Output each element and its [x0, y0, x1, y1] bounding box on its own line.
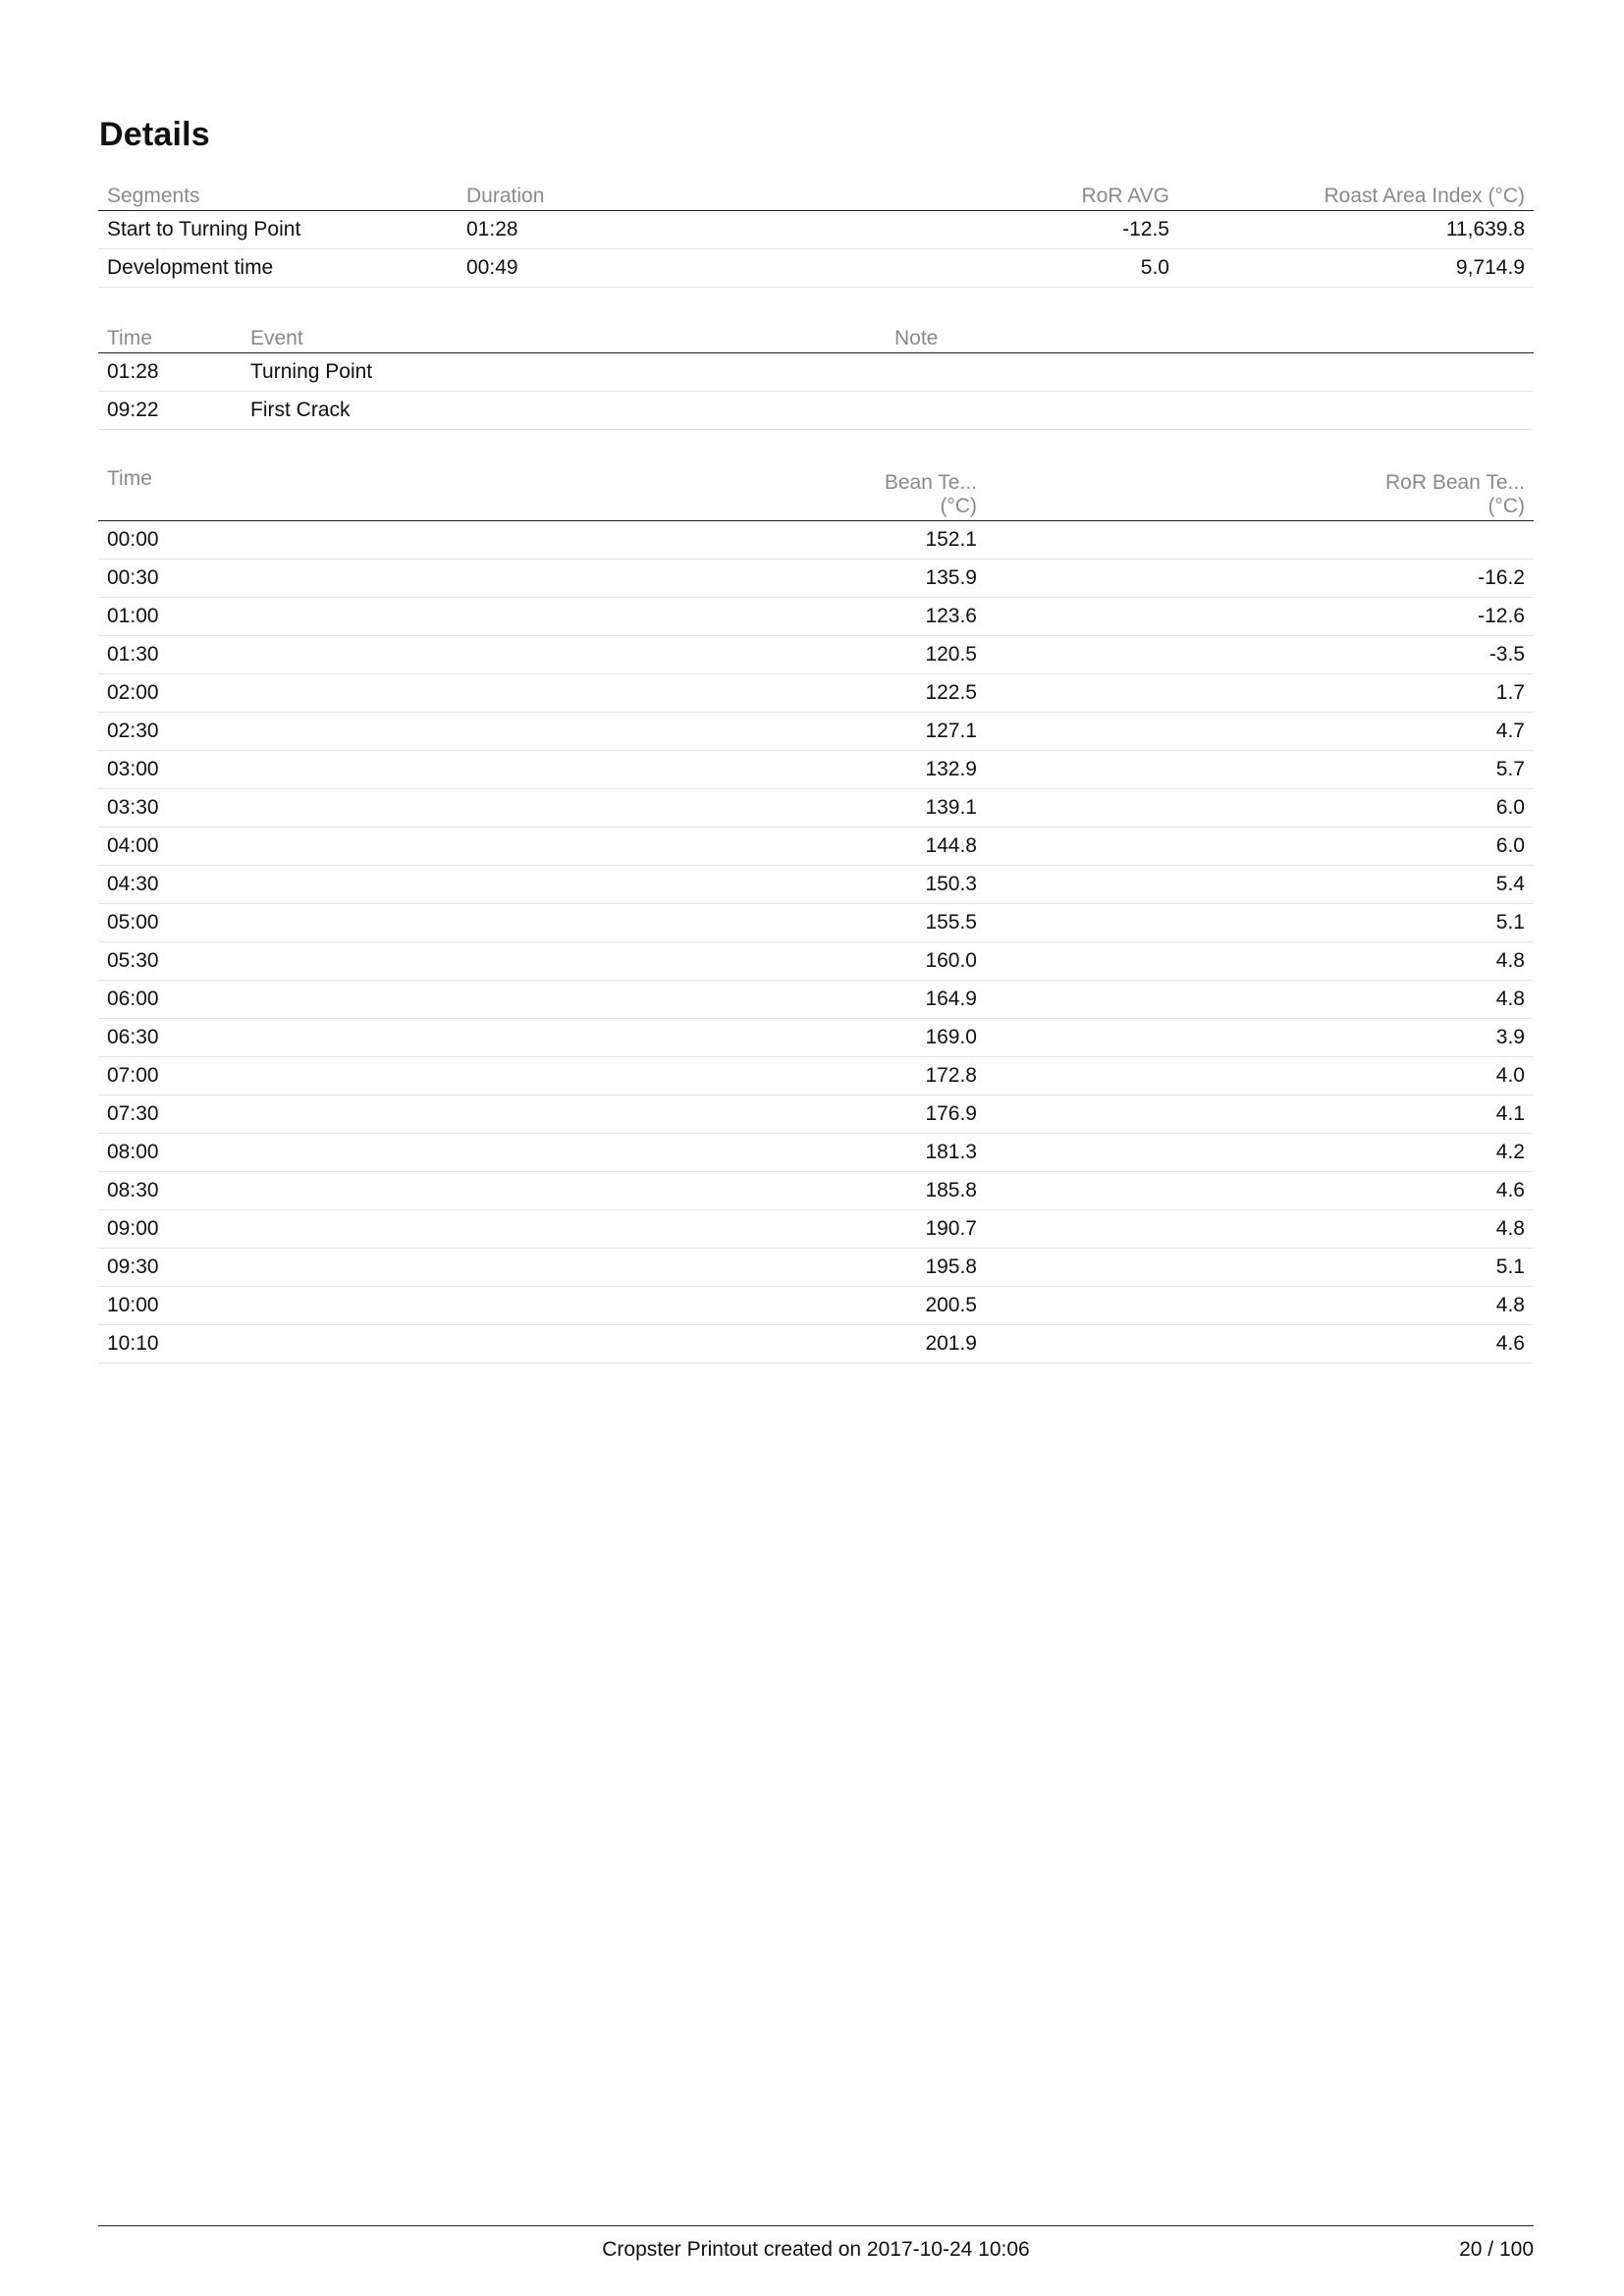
table-row: [98, 981, 1534, 1019]
reading-time: 05:30: [98, 942, 295, 981]
reading-time: 10:00: [98, 1287, 295, 1325]
footer-page-number: 20 / 100: [1459, 2238, 1534, 2261]
reading-ror-bean-temp: 5.4: [986, 866, 1534, 904]
reading-ror-bean-temp: 1.7: [986, 674, 1534, 713]
reading-time: 06:00: [98, 981, 295, 1019]
page-title: Details: [99, 116, 210, 153]
reading-bean-temp: 190.7: [295, 1210, 986, 1249]
table-row: [98, 904, 1534, 942]
reading-bean-temp: 132.9: [295, 751, 986, 789]
reading-ror-bean-temp: 6.0: [986, 828, 1534, 866]
reading-bean-temp: 169.0: [295, 1019, 986, 1057]
reading-time: 07:30: [98, 1095, 295, 1134]
reading-time: 02:00: [98, 674, 295, 713]
reading-ror-bean-temp: -16.2: [986, 560, 1534, 598]
table-row: [98, 1249, 1534, 1287]
reading-time: 05:00: [98, 904, 295, 942]
reading-time: 07:00: [98, 1057, 295, 1095]
reading-time: 06:30: [98, 1019, 295, 1057]
reading-bean-temp: 185.8: [295, 1172, 986, 1210]
reading-ror-bean-temp: 4.8: [986, 1287, 1534, 1325]
readings-header-bean-temp-label: Bean Te...: [884, 471, 977, 494]
segment-duration: 01:28: [458, 211, 992, 249]
table-row: [98, 521, 1534, 560]
table-row: [98, 1057, 1534, 1095]
table-row: [98, 1325, 1534, 1363]
reading-ror-bean-temp: [986, 521, 1534, 560]
readings-header-ror-bean-temp-unit: (°C): [1488, 495, 1525, 517]
reading-bean-temp: 135.9: [295, 560, 986, 598]
reading-time: 09:00: [98, 1210, 295, 1249]
segments-header-row: [98, 179, 1534, 211]
reading-bean-temp: 181.3: [295, 1134, 986, 1172]
footer-created-text: Cropster Printout created on 2017-10-24 10:06: [602, 2238, 1030, 2261]
reading-ror-bean-temp: 4.1: [986, 1095, 1534, 1134]
events-header-event: Event: [242, 321, 886, 353]
event-time: 09:22: [98, 392, 242, 430]
reading-bean-temp: 176.9: [295, 1095, 986, 1134]
reading-bean-temp: 139.1: [295, 789, 986, 828]
reading-time: 03:00: [98, 751, 295, 789]
reading-time: 01:30: [98, 636, 295, 674]
reading-bean-temp: 127.1: [295, 713, 986, 751]
event-note: [886, 353, 1534, 392]
table-row: [98, 942, 1534, 981]
reading-time: 01:00: [98, 598, 295, 636]
events-table: [98, 321, 1534, 430]
reading-ror-bean-temp: 6.0: [986, 789, 1534, 828]
event-name: First Crack: [242, 392, 886, 430]
segments-header-segments: Segments: [98, 179, 458, 211]
table-row: [98, 211, 1534, 249]
table-row: [98, 353, 1534, 392]
reading-bean-temp: 164.9: [295, 981, 986, 1019]
table-row: [98, 249, 1534, 288]
reading-time: 04:00: [98, 828, 295, 866]
segment-name: Start to Turning Point: [98, 211, 458, 249]
readings-body: [98, 521, 1534, 1363]
table-row: [98, 1287, 1534, 1325]
events-header-note: Note: [886, 321, 1534, 353]
event-time: 01:28: [98, 353, 242, 392]
reading-bean-temp: 201.9: [295, 1325, 986, 1363]
reading-ror-bean-temp: 4.6: [986, 1172, 1534, 1210]
reading-bean-temp: 122.5: [295, 674, 986, 713]
reading-ror-bean-temp: 4.2: [986, 1134, 1534, 1172]
table-row: [98, 1019, 1534, 1057]
readings-header-ror-bean-temp: [986, 465, 1534, 521]
reading-ror-bean-temp: -12.6: [986, 598, 1534, 636]
reading-ror-bean-temp: 5.7: [986, 751, 1534, 789]
table-row: [98, 598, 1534, 636]
reading-time: 00:30: [98, 560, 295, 598]
readings-header-row: [98, 465, 1534, 521]
reading-bean-temp: 144.8: [295, 828, 986, 866]
reading-ror-bean-temp: 5.1: [986, 904, 1534, 942]
readings-header-bean-temp-unit: (°C): [940, 495, 977, 517]
reading-bean-temp: 123.6: [295, 598, 986, 636]
segment-name: Development time: [98, 249, 458, 288]
readings-header-ror-bean-temp-label: RoR Bean Te...: [1384, 471, 1525, 494]
reading-bean-temp: 200.5: [295, 1287, 986, 1325]
table-row: [98, 713, 1534, 751]
document-page: [98, 0, 1534, 2296]
reading-bean-temp: 160.0: [295, 942, 986, 981]
table-row: [98, 560, 1534, 598]
segment-duration: 00:49: [458, 249, 992, 288]
table-row: [98, 1210, 1534, 1249]
readings-table: [98, 465, 1534, 1363]
reading-time: 09:30: [98, 1249, 295, 1287]
table-row: [98, 392, 1534, 430]
reading-bean-temp: 150.3: [295, 866, 986, 904]
readings-header-bean-temp: [295, 465, 986, 521]
segments-header-duration: Duration: [458, 179, 992, 211]
reading-bean-temp: 152.1: [295, 521, 986, 560]
events-header-time: Time: [98, 321, 242, 353]
reading-ror-bean-temp: -3.5: [986, 636, 1534, 674]
reading-ror-bean-temp: 4.8: [986, 981, 1534, 1019]
table-row: [98, 636, 1534, 674]
segment-ror-avg: -12.5: [992, 211, 1178, 249]
table-row: [98, 751, 1534, 789]
events-header-row: [98, 321, 1534, 353]
reading-ror-bean-temp: 4.6: [986, 1325, 1534, 1363]
segments-header-roast-area-index: Roast Area Index (°C): [1178, 179, 1534, 211]
reading-ror-bean-temp: 4.8: [986, 942, 1534, 981]
table-row: [98, 828, 1534, 866]
reading-ror-bean-temp: 4.8: [986, 1210, 1534, 1249]
table-row: [98, 866, 1534, 904]
reading-time: 00:00: [98, 521, 295, 560]
reading-time: 10:10: [98, 1325, 295, 1363]
reading-time: 08:30: [98, 1172, 295, 1210]
reading-time: 03:30: [98, 789, 295, 828]
reading-time: 04:30: [98, 866, 295, 904]
reading-bean-temp: 155.5: [295, 904, 986, 942]
table-row: [98, 789, 1534, 828]
reading-ror-bean-temp: 5.1: [986, 1249, 1534, 1287]
table-row: [98, 1095, 1534, 1134]
reading-time: 08:00: [98, 1134, 295, 1172]
reading-ror-bean-temp: 4.0: [986, 1057, 1534, 1095]
readings-header-time: Time: [98, 465, 295, 521]
footer-divider: [98, 2225, 1534, 2226]
segment-roast-area-index: 9,714.9: [1178, 249, 1534, 288]
event-note: [886, 392, 1534, 430]
reading-time: 02:30: [98, 713, 295, 751]
table-row: [98, 1134, 1534, 1172]
reading-ror-bean-temp: 3.9: [986, 1019, 1534, 1057]
reading-bean-temp: 195.8: [295, 1249, 986, 1287]
event-name: Turning Point: [242, 353, 886, 392]
segments-table: [98, 179, 1534, 288]
table-row: [98, 1172, 1534, 1210]
segments-header-ror-avg: RoR AVG: [992, 179, 1178, 211]
reading-bean-temp: 172.8: [295, 1057, 986, 1095]
reading-bean-temp: 120.5: [295, 636, 986, 674]
table-row: [98, 674, 1534, 713]
reading-ror-bean-temp: 4.7: [986, 713, 1534, 751]
segment-roast-area-index: 11,639.8: [1178, 211, 1534, 249]
segment-ror-avg: 5.0: [992, 249, 1178, 288]
